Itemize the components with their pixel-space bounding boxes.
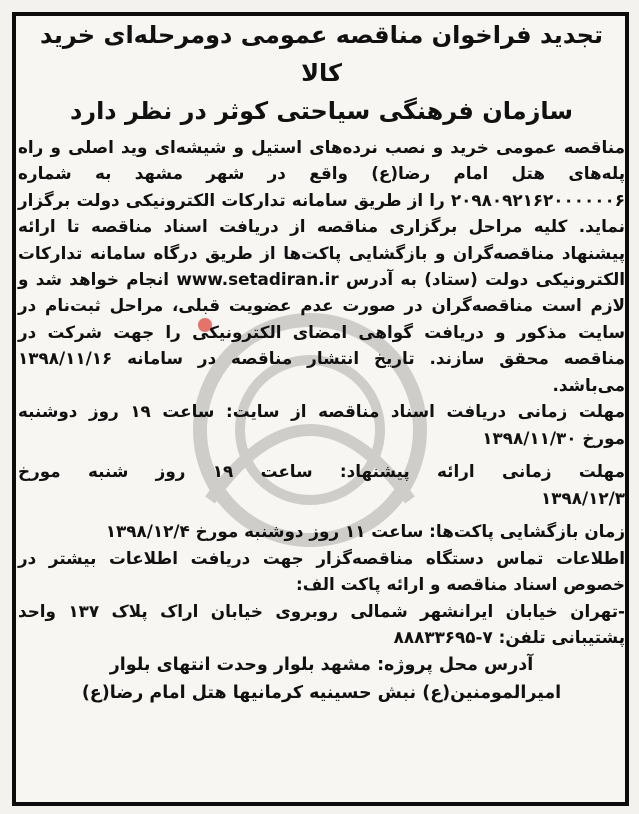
intro-text-after-url: انجام خواهد شد و لازم است مناقصه‌گران در صورت عدم عضویت قبلی، مراحل ثبت‌نام در سایت مذکور و دریافت گواهی امضای الکترونیکی را جهت شرکت در مناقصه محقق سازند. (18, 269, 625, 369)
intro-text-before-url: مناقصه عمومی خرید و نصب نرده‌های استیل و شیشه‌ای وید اصلی و راه پله‌های هتل امام رضا(ع) واقع در شهر مشهد به شماره ۲۰۹۸۰۹۲۱۶۲۰۰۰۰۰۰۶ را از طریق سامانه تدارکات الکترونیکی دولت برگزار نماید. کلیه مراحل برگزاری مناقصه از دریافت اسناد مناقصه تا ارائه پیشنهاد مناقصه‌گران و بازگشایی پاکت‌ها از طریق درگاه سامانه تدارکات الکترونیکی دولت (ستاد) به آدرس (18, 137, 626, 290)
bid-deadline-line-2: ۱۳۹۸/۱۲/۳ (541, 488, 625, 509)
setad-url-link[interactable]: www.setadiran.ir (176, 269, 339, 290)
opening-time-line: زمان بازگشایی پاکت‌ها: ساعت ۱۱ روز دوشنبه مورخ ۱۳۹۸/۱۲/۴ (105, 521, 625, 542)
notice-title: تجدید فراخوان مناقصه عمومی دومرحله‌ای خرید کالا (39, 21, 603, 87)
doc-deadline-line-2: مورخ ۱۳۹۸/۱۱/۳۰ (482, 428, 625, 449)
tehran-address-paragraph: -تهران خیابان ایرانشهر شمالی روبروی خیابان اراک پلاک ۱۳۷ واحد پشتیبانی تلفن: ۷-۸۸۸۳۳۶۹۵ (18, 600, 625, 648)
notice-subtitle: سازمان فرهنگی سیاحتی کوثر در نظر دارد (69, 97, 574, 125)
notice-intro-paragraph (18, 134, 625, 398)
contact-info-paragraph: اطلاعات تماس دستگاه مناقصه‌گزار جهت دریافت اطلاعات بیشتر در خصوص اسناد مناقصه و ارائه پاکت الف: (18, 548, 625, 595)
doc-deadline-line-1: مهلت زمانی دریافت اسناد مناقصه از سایت: ساعت ۱۹ روز دوشنبه (18, 401, 625, 422)
notice-content (18, 16, 625, 804)
project-address-line-2: امیرالمومنین(ع) نبش حسینیه کرمانیها هتل امام رضا(ع) (81, 682, 562, 703)
bid-deadline-line-1: مهلت زمانی ارائه پیشنهاد: ساعت ۱۹ روز شنبه مورخ (18, 461, 625, 482)
publish-date-text: تاریخ انتشار مناقصه در سامانه ۱۳۹۸/۱۱/۱۶ می‌باشد. (18, 348, 625, 395)
project-address-line-1: آدرس محل پروژه: مشهد بلوار وحدت انتهای بلوار (109, 654, 534, 675)
